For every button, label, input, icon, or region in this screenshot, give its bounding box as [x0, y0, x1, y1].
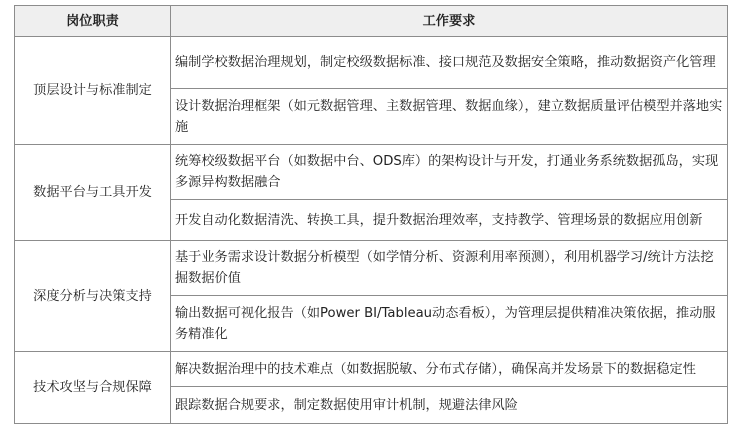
table-row [15, 37, 728, 89]
header-responsibility: 岗位职责 [15, 6, 171, 37]
requirement-cell: 编制学校数据治理规划，制定校级数据标准、接口规范及数据安全策略，推动数据资产化管理 [171, 37, 728, 89]
category-cell: 深度分析与决策支持 [15, 241, 171, 352]
requirement-cell: 统筹校级数据平台（如数据中台、ODS库）的架构设计与开发，打通业务系统数据孤岛，实现多源异构数据融合 [171, 145, 728, 200]
requirement-cell: 解决数据治理中的技术难点（如数据脱敏、分布式存储），确保高并发场景下的数据稳定性 [171, 352, 728, 387]
table-row [15, 145, 728, 200]
category-cell: 顶层设计与标准制定 [15, 37, 171, 145]
header-row [15, 6, 728, 37]
requirement-cell: 跟踪数据合规要求，制定数据使用审计机制，规避法律风险 [171, 387, 728, 424]
requirement-cell: 开发自动化数据清洗、转换工具，提升数据治理效率，支持教学、管理场景的数据应用创新 [171, 200, 728, 241]
category-cell: 技术攻坚与合规保障 [15, 352, 171, 424]
requirement-cell: 基于业务需求设计数据分析模型（如学情分析、资源利用率预测），利用机器学习/统计方法挖掘数据价值 [171, 241, 728, 296]
table-row [15, 241, 728, 296]
responsibilities-table [14, 5, 728, 424]
header-requirements: 工作要求 [171, 6, 728, 37]
requirement-cell: 输出数据可视化报告（如Power BI/Tableau动态看板），为管理层提供精准决策依据，推动服务精准化 [171, 296, 728, 352]
category-cell: 数据平台与工具开发 [15, 145, 171, 241]
requirement-cell: 设计数据治理框架（如元数据管理、主数据管理、数据血缘），建立数据质量评估模型并落地实施 [171, 89, 728, 145]
table-row [15, 352, 728, 387]
